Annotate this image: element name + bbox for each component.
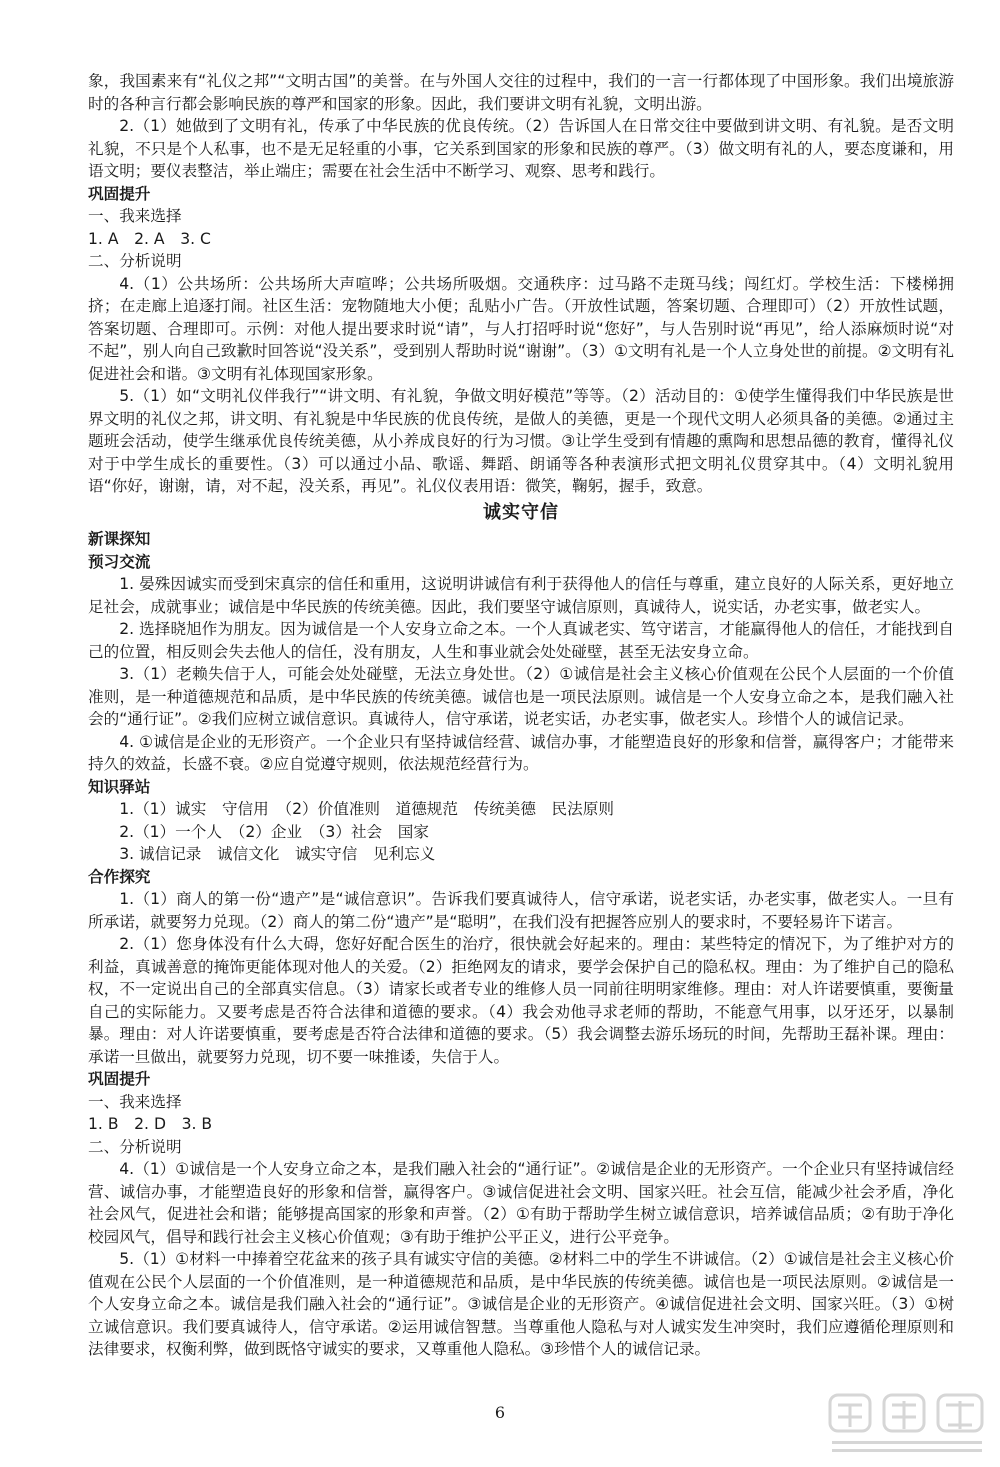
text-paragraph: 3. 诚信记录 诚信文化 诚实守信 见利忘义 <box>119 845 436 863</box>
section-heading: 新课探知 <box>88 530 151 548</box>
text-paragraph: 4.（1）①诚信是一个人安身立命之本，是我们融入社会的“通行证”。②诚信是企业的无形资产。一个企业只有坚持诚信经营、诚信办事，才能塑造良好的形象和信誉，赢得客户。③诚信促进社会文明、国家兴旺。社会互信，能减少社会矛盾，净化社会风气，促进社会和谐；能够提高国家的形象和声誉。（2）①有助于帮助学生树立诚信意识，培养诚信品质；②有助于净化校园风气，倡导和践行社会主义核心价值观；③有助于维护公平正义，进行公平竞争。 <box>88 1160 954 1246</box>
text-paragraph: 4. ①诚信是企业的无形资产。一个企业只有坚持诚信经营、诚信办事，才能塑造良好的形象和信誉，赢得客户；才能带来持久的效益，长盛不衰。②应自觉遵守规则，依法规范经营行为。 <box>88 732 954 773</box>
section-heading: 巩固提升 <box>88 184 151 203</box>
text-paragraph: 二、分析说明 <box>88 252 182 270</box>
text-paragraph: 1.（1）诚实 守信用 （2）价值准则 道德规范 传统美德 民法原则 <box>119 800 614 818</box>
text-paragraph: 5.（1）①材料一中捧着空花盆来的孩子具有诚实守信的美德。②材料二中的学生不讲诚信。（2）①诚信是社会主义核心价值观在公民个人层面的一个价值准则，是一种道德规范和品质，是中华民族的传统美德。诚信也是一项民法原则。②诚信是一个人安身立命之本。诚信是我们融入社会的“通行证”。③诚信是企业的无形资产。④诚信促进社会文明、国家兴旺。（3）①树立诚信意识。我们要真诚待人，信守承诺。②运用诚信智慧。当尊重他人隐私与对人诚实发生冲突时，我们应遵循伦理原则和法律要求，权衡利弊，做到既恪守诚实的要求，又尊重他人隐私。③珍惜个人的诚信记录。 <box>88 1250 954 1358</box>
section-heading: 合作探究 <box>88 867 151 886</box>
text-paragraph: 1.（1）商人的第一份“遗产”是“诚信意识”。告诉我们要真诚待人，信守承诺，说老实话，办老实事，做老实人。一旦有所承诺，就要努力兑现。（2）商人的第二份“遗产”是“聪明”，在我们没有把握答应别人的要求时，不要轻易许下诺言。 <box>88 890 954 931</box>
logo-domain-mark <box>832 1441 982 1452</box>
text-paragraph: 2.（1）您身体没有什么大碍，您好好配合医生的治疗，很快就会好起来的。理由：某些特定的情况下，为了维护对方的利益，真诚善意的掩饰更能体现对他人的关爱。（2）拒绝网友的请求，要学会保护自己的隐私权。理由：为了维护自己的隐私权，不一定说出自己的全部真实信息。（3）请家长或者专业的维修人员一同前往明明家维修。理由：对人许诺要慎重，要衡量自己的实际能力。又要考虑是否符合法律和道德的要求。（4）我会劝他寻求老师的帮助，不能意气用事，以牙还牙，以暴制暴。理由：对人许诺要慎重，要考虑是否符合法律和道德的要求。（5）我会调整去游乐场玩的时间，先帮助王磊补课。理由：承诺一旦做出，就要努力兑现，切不要一味推诿，失信于人。 <box>88 935 954 1066</box>
text-paragraph: 3.（1）老赖失信于人，可能会处处碰壁，无法立身处世。（2）①诚信是社会主义核心价值观在公民个人层面的一个价值准则，是一种道德规范和品质，是中华民族的传统美德。诚信也是一项民法原则。诚信是一个人安身立命之本，是我们融入社会的“通行证”。②我们应树立诚信意识。真诚待人，信守承诺，说老实话，办老实事，做老实人。珍惜个人的诚信记录。 <box>88 665 954 728</box>
text-paragraph: 4.（1）公共场所：公共场所大声喧哗；公共场所吸烟。交通秩序：过马路不走斑马线；闯红灯。学校生活：下楼梯拥挤；在走廊上追逐打闹。社区生活：宠物随地大小便；乱贴小广告。（开放性试题，答案切题、合理即可）（2）开放性试题，答案切题、合理即可。示例：对他人提出要求时说“请”，与人打招呼时说“您好”，与人告别时说“再见”，给人添麻烦时说“对不起”，别人向自己致歉时回答说“没关系”，受到别人帮助时说“谢谢”。（3）①文明有礼是一个人立身处世的前提。②文明有礼促进社会和谐。③文明有礼体现国家形象。 <box>88 274 954 383</box>
text-paragraph: 一、我来选择 <box>88 1092 182 1111</box>
text-paragraph: 1. A 2. A 3. C <box>88 229 211 248</box>
text-paragraph: 2. 选择晓旭作为朋友。因为诚信是一个人安身立命之本。一个人真诚老实、笃守诺言，才能赢得他人的信任，才能找到自己的位置，相反则会失去他人的信任，没有朋友，人生和事业就会处处碰壁，甚至无法安身立命。 <box>88 620 954 661</box>
text-paragraph: 二、分析说明 <box>88 1137 182 1156</box>
text-paragraph: 2.（1）一个人 （2）企业 （3）社会 国家 <box>119 822 429 841</box>
section-heading: 巩固提升 <box>88 1070 151 1088</box>
text-paragraph: 一、我来选择 <box>88 207 182 225</box>
section-heading: 知识驿站 <box>88 777 151 796</box>
section-title: 诚实守信 <box>483 501 559 523</box>
text-paragraph: 1. 晏殊因诚实而受到宋真宗的信任和重用，这说明讲诚信有利于获得他人的信任与尊重，建立良好的人际关系，更好地立足社会，成就事业；诚信是中华民族的传统美德。因此，我们要坚守诚信原则，真诚待人，说实话，办老实事，做老实人。 <box>88 575 954 616</box>
document-page <box>88 70 954 1361</box>
page-number: 6 <box>494 1403 506 1422</box>
text-paragraph: 1. B 2. D 3. B <box>88 1115 213 1133</box>
text-paragraph: 2.（1）她做到了文明有礼，传承了中华民族的优良传统。（2）告诉国人在日常交往中要做到讲文明、有礼貌。是否文明礼貌，不只是个人私事，也不是无足轻重的小事，它关系到国家的形象和民族的尊严。（3）做文明有礼的人，要态度谦和，用语文明；要仪表整洁，举止端庄；需要在社会生活中不断学习、观察、思考和践行。 <box>88 117 954 180</box>
section-heading: 预习交流 <box>88 552 151 571</box>
text-paragraph: 5.（1）如“文明礼仪伴我行”“讲文明、有礼貌，争做文明好模范”等等。（2）活动目的：①使学生懂得我们中华民族是世界文明的礼仪之邦，讲文明、有礼貌是中华民族的优良传统，是做人的美德，更是一个现代文明人必须具备的美德。②通过主题班会活动，使学生继承优良传统美德，从小养成良好的行为习惯。③让学生受到有情趣的熏陶和思想品德的教育，懂得礼仪对于中学生成长的重要性。（3）可以通过小品、歌谣、舞蹈、朗诵等各种表演形式把文明礼仪贯穿其中。（4）文明礼貌用语“你好，谢谢，请，对不起，没关系，再见”。礼仪仪表用语：微笑，鞠躬，握手，致意。 <box>88 387 954 495</box>
text-paragraph: 象，我国素来有“礼仪之邦”“文明古国”的美誉。在与外国人交往的过程中，我们的一言一行都体现了中国形象。我们出境旅游时的各种言行都会影响民族的尊严和国家的形象。因此，我们要讲文明有礼貌，文明出游。 <box>88 72 954 113</box>
answer-site-logo-watermark <box>826 1391 988 1461</box>
logo-mark <box>830 1395 982 1431</box>
